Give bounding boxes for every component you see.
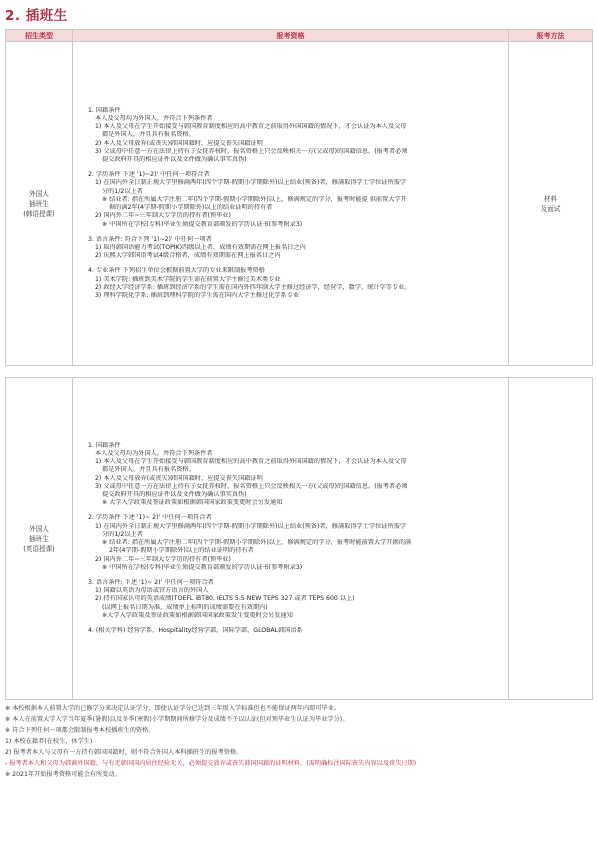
requirement-section (81, 236, 502, 261)
admission-type-cell (6, 378, 73, 700)
requirement-line: 1) 国籍以英语为母语或官方语言的外国人 (95, 587, 209, 595)
requirement-line: ※ 结业者: 指在所属大学注册二年(四个学期-假期小学期除外)以上，修满规定的学分，报考时能提 供前置大学开 (102, 195, 407, 203)
footnote-line: ※ 符合下列任何一项都会限制报考本校插班生的资格。 (5, 727, 155, 734)
requirement-line: ※ 结业者: 指在所属大学注册二年(四个学期-假期小学期除外)以上，修满规定的学分，报考时能前置大学开据的满 (102, 539, 412, 547)
requirement-line: 1) 美术学院: 插班到美术学院的学生需在前置大学主修过美术类专业 (95, 275, 281, 283)
requirement-heading: 2. 学历条件 下述 '1)~ 2)' 中任何一项符合者 (88, 514, 212, 522)
requirement-line: 分的1/2以上者 (102, 187, 143, 195)
table-spacer-row (6, 366, 593, 378)
eligibility-cell (73, 42, 509, 366)
type-line: 外国人 (29, 524, 49, 533)
application-method-cell (509, 42, 593, 366)
requirement-heading: 2. 学历条件 下述 '1)~2)' 中任何一项符合者 (88, 171, 210, 179)
requirement-line: 分的1/2以上者 (102, 530, 143, 538)
requirement-heading: 4. 专业条件 下列招生单位会根据前置大学的专业来限制报考资格 (88, 267, 265, 275)
requirement-line: 都是外国人，并且具有报名资格。 (102, 131, 195, 139)
requirement-line: 2) 国内外二年~三年制大专学历的持有者(预毕业) (95, 555, 231, 563)
requirement-line: 2) 政经大学经济学系: 插班到经济学系的学生需在国内外四年制大学主修过经济学，经营学，数学，统计学等专业。 (95, 283, 411, 291)
footnote-line: 1) 本校在籍者(在校生，休学生) (5, 738, 93, 745)
admission-table (5, 29, 593, 700)
requirement-line: 3) 父或母中任意一方在法律上持有子女抚养权时，报名资格上只会反映相关一方(父或母)的国籍信息。(报考者必须 (95, 482, 408, 490)
requirement-line: 2年(4学期-假期小学期除外)以上的结业证明的持有者 (109, 547, 254, 555)
requirement-line: 2) 国内外二年~三年制大专学历的持有者(预毕业) (95, 212, 231, 220)
requirement-line: 3) 父或母中任意一方在法律上持有子女抚养权时，报名资格上只会反映相关一方(父或母)的国籍信息。(报考者必须 (95, 147, 408, 155)
footnote-line: ※ 2021年开始报考资格可能会有所变动。 (5, 771, 121, 778)
application-method-cell (509, 378, 593, 700)
footnote-line: 2) 报考者本人与父母有一方持有韩国国籍时，则不符合外国人本科插班生的报考资格。 (5, 749, 243, 756)
type-line: (韩语授课) (23, 209, 55, 218)
requirement-line: 据的满2年(4学期-假期小学期除外)以上的结业证明的持有者 (109, 204, 273, 212)
spacer-cell (73, 366, 509, 378)
type-line: 插班生 (29, 534, 49, 543)
requirement-section (81, 267, 502, 300)
method-line: 材料 (543, 194, 558, 203)
requirement-heading: 3. 语言条件: 下述 '1)~ 2)' 中任何一项符合者 (88, 578, 214, 586)
requirement-line: 1) 本人及父母在学生开始接受与韩国教育制度相应的高中教育之前取得外国国籍的情况下，才会认证为本人及父母 (95, 458, 407, 466)
requirement-line: 2) 庆熙大学韩国语考试4级合格者，成绩有效期需在网上报名日之内 (95, 252, 281, 260)
requirement-heading: 4. (相关学科) 经营学系，Hospitality经营学部，国际学部，GLOBAL韩国语系 (88, 626, 303, 634)
requirement-section (81, 514, 502, 571)
spacer-cell (509, 366, 593, 378)
requirement-section (81, 107, 502, 164)
requirement-line: 2) 本人及父母放弃(或丧失)韩国国籍时，应提交丧失国籍证明 (95, 474, 263, 482)
requirement-line: 都是外国人，并且具有报名资格。 (102, 466, 195, 474)
footnote-line: - 报考者本人和父母为韩裔外国籍，与有无韩国国内居住经验无关，必须提交放弃或丧失韩国国籍的证明材料。(需明确标注国际丧失内容以及丧失日期) (5, 760, 417, 767)
requirement-line: 2) 持有国家认可的英语成绩(TOEFL iBT80, IELTS 5.5 NEW TEPS 327 或者 TEPS 600 以上) (95, 595, 355, 603)
requirement-line: 3) 理科学院化学系: 插班到理科学院的学生需在国内大学主修过化学系专业 (95, 291, 300, 299)
requirement-line: 提交政府开具的相应证件以及文件做为确认事实真伪) (102, 156, 247, 164)
requirement-section (81, 627, 502, 635)
requirement-line: 1) 本人及父母在学生开始接受与韩国教育制度相应的高中教育之前取得外国国籍的情况下，才会认证为本人及父母 (95, 123, 407, 131)
header-application-method: 报考方法 (509, 30, 593, 42)
requirement-line: 1) 在国内外全日制正规大学里修满两年(四个学期-假期小学期除外)以上结业(预备)者，修满取得学士学位证所需学 (95, 179, 407, 187)
footnotes (5, 703, 592, 780)
admission-type-cell (6, 42, 73, 366)
requirement-line: 本人及父母均为外国人，并符合下列条件者 (95, 450, 213, 458)
header-eligibility: 报考资格 (73, 30, 509, 42)
spacer-cell (6, 366, 73, 378)
requirement-line: 提交政府开具的相应证件以及文件做为确认事实真伪) (102, 491, 247, 499)
requirement-line: ※ 中国所在学校(专科)毕业生须提交教育部颁发的学历认证书(参考附录3) (102, 563, 303, 571)
requirement-line: 2) 本人及父母放弃(或丧失)韩国国籍时，应提交丧失国籍证明 (95, 139, 263, 147)
requirement-line: ※大学入学政策及签证政策如根据韩国国家政策发生变更时会另发通知 (102, 611, 293, 619)
table-row-korean-track (6, 42, 593, 366)
table-row-english-track (6, 378, 593, 700)
type-line: 插班生 (29, 199, 49, 208)
requirement-line: (以网上报名日期为准，成绩单上标明的成绩需要在有效期内) (102, 603, 268, 611)
requirement-line: 1) 取得韩国语能力考试(TOPIK)四级以上者，成绩有效期需在网上报名日之内 (95, 243, 306, 251)
requirement-heading: 1. 国籍条件 (88, 106, 121, 114)
requirement-line: 本人及父母均为外国人，并符合下列条件者 (95, 115, 213, 123)
requirement-line: ※ 中国所在学校(专科)毕业生须提交教育部颁发的学历认证书(参考附录3) (102, 220, 303, 228)
requirement-line: 1) 在国内外全日制正规大学里修满两年(四个学期-假期小学期除外)以上结业(预备)者，修满取得学士学位证所需学 (95, 522, 407, 530)
footnote-line: ※ 本人在前置大学入学当年夏季(暑假)以及冬季(寒假)小学期期间所修学分及成绩不予以认证(但对预毕业生认证为毕业学分)。 (5, 716, 349, 723)
requirement-section (81, 442, 502, 508)
requirement-line: ※ 大学入学政策及签证政策如根据韩国国家政策变更时会另发通知 (102, 499, 283, 507)
header-admission-type: 招生类型 (6, 30, 73, 42)
requirement-section (81, 171, 502, 228)
section-title: 2. 插班生 (5, 8, 68, 24)
method-line: 及面试 (540, 204, 561, 213)
requirement-heading: 1. 国籍条件 (88, 441, 121, 449)
footnote-line: ※ 本校根据本人前置大学的已修学分来决定认证学分，即使认证学分已达到三年级入学标准但也不能保证两年内即可毕业。 (5, 705, 341, 712)
requirement-heading: 3. 语言条件: 符合下列 '1)~2)' 中任何一项者 (88, 235, 212, 243)
eligibility-cell (73, 378, 509, 700)
table-header-row (6, 30, 593, 42)
requirement-section (81, 579, 502, 620)
type-line: (英语授课) (23, 544, 55, 553)
type-line: 外国人 (29, 189, 49, 198)
